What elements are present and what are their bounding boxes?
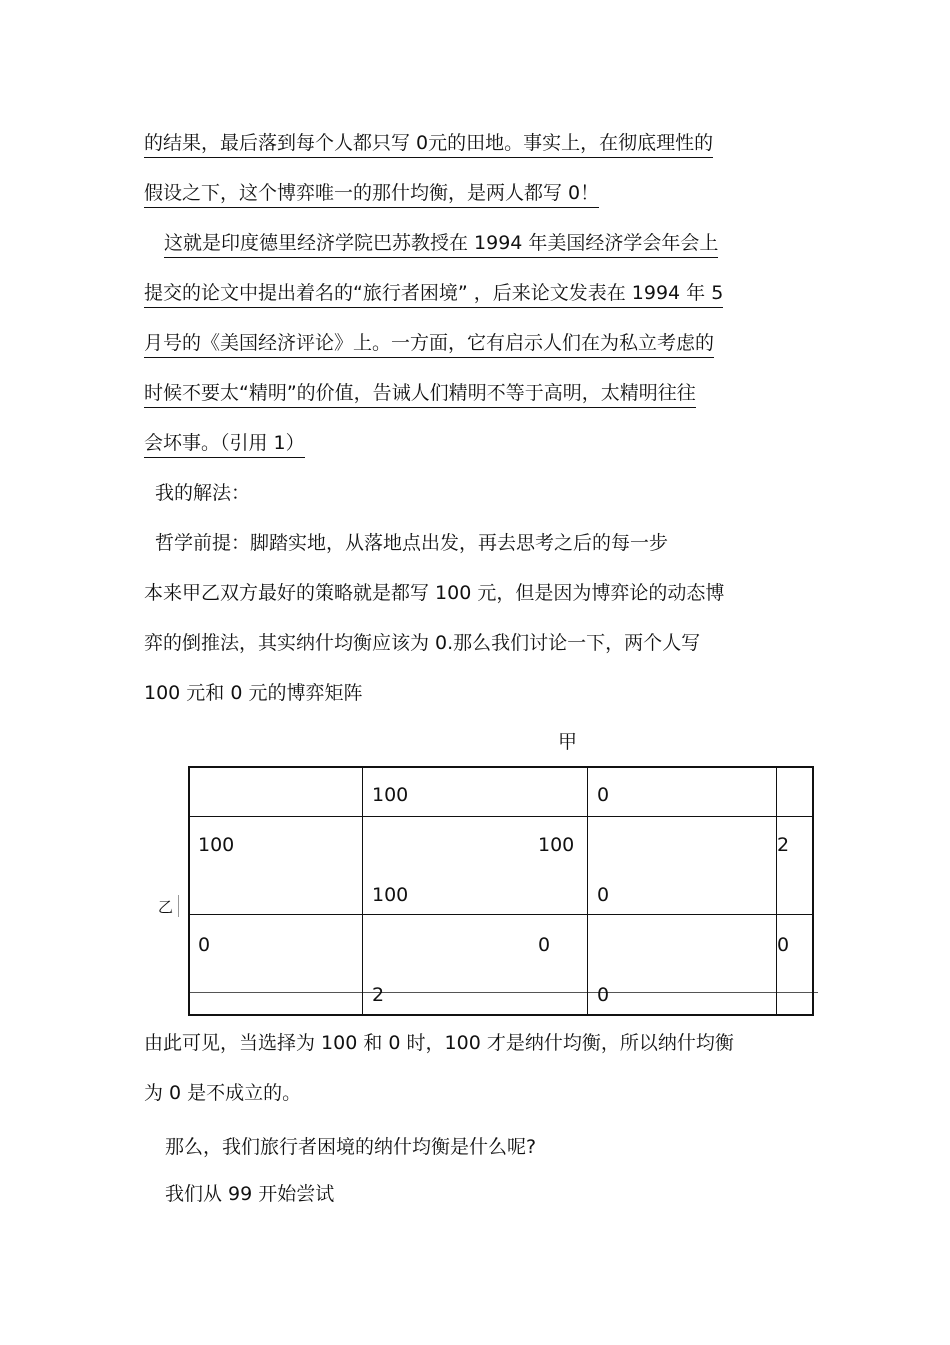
solution-heading: 我的解法： [155, 482, 251, 504]
question-line: 那么，我们旅行者困境的纳什均衡是什么呢? [165, 1136, 537, 1158]
paragraph-line-4: 提交的论文中提出着名的“旅行者困境” ，后来论文发表在 1994 年 5 [144, 281, 723, 308]
paragraph-line-3: 这就是印度德里经济学院巴苏教授在 1994 年美国经济学会年会上 [164, 231, 718, 258]
payoff-r2c2-jia: 0 [777, 934, 790, 956]
payoff-r1c2-jia: 2 [777, 834, 790, 856]
matrix-col-divider-1 [362, 766, 363, 1016]
paragraph-line-7: 会坏事。（引用 1） [144, 431, 305, 458]
payoff-r1c2-yi: 0 [597, 884, 610, 906]
payoff-r2c2-yi: 0 [597, 984, 610, 1006]
paragraph-line-10: 本来甲乙双方最好的策略就是都写 100 元，但是因为博弈论的动态博 [144, 582, 725, 604]
row-label-tick [178, 895, 179, 917]
paragraph-line-12: 100 元和 0 元的博弈矩阵 [144, 682, 363, 704]
attempt-line: 我们从 99 开始尝试 [165, 1183, 335, 1205]
row-header-100: 100 [198, 834, 235, 856]
matrix-left-border [188, 766, 190, 1016]
paragraph-line-5: 月号的《美国经济评论》上。一方面，它有启示人们在为私立考虑的 [144, 331, 714, 358]
paragraph-line-1: 的结果，最后落到每个人都只写 0元的田地。事实上，在彻底理性的 [144, 131, 713, 158]
paragraph-line-11: 弈的倒推法，其实纳什均衡应该为 0.那么我们讨论一下，两个人写 [144, 632, 701, 654]
matrix-right-border [812, 766, 814, 1016]
matrix-row-divider-2 [188, 914, 813, 915]
matrix-bottom-border [188, 1014, 813, 1016]
payoff-r1c1-jia: 100 [538, 834, 575, 856]
matrix-row-divider-1 [188, 816, 813, 817]
payoff-r1c1-yi: 100 [372, 884, 409, 906]
conclusion-line-2: 为 0 是不成立的。 [144, 1082, 302, 1104]
paragraph-line-6: 时候不要太“精明”的价值，告诫人们精明不等于高明，太精明往往 [144, 381, 696, 408]
paragraph-line-2: 假设之下，这个博弈唯一的那什均衡，是两人都写 0！ [144, 181, 599, 208]
matrix-col-divider-2 [587, 766, 588, 1016]
philosophy-premise: 哲学前提：脚踏实地，从落地点出发，再去思考之后的每一步 [155, 532, 669, 554]
column-player-label: 甲 [558, 731, 578, 753]
matrix-stray-line [188, 992, 818, 993]
col-header-0: 0 [597, 784, 610, 806]
payoff-r2c1-jia: 0 [538, 934, 551, 956]
payoff-r2c1-yi: 2 [372, 984, 385, 1006]
row-header-0: 0 [198, 934, 211, 956]
row-player-label: 乙 [158, 898, 174, 916]
matrix-col-divider-3 [776, 766, 777, 1016]
matrix-top-border [188, 766, 813, 768]
conclusion-line-1: 由此可见，当选择为 100 和 0 时，100 才是纳什均衡，所以纳什均衡 [144, 1032, 734, 1054]
col-header-100: 100 [372, 784, 409, 806]
